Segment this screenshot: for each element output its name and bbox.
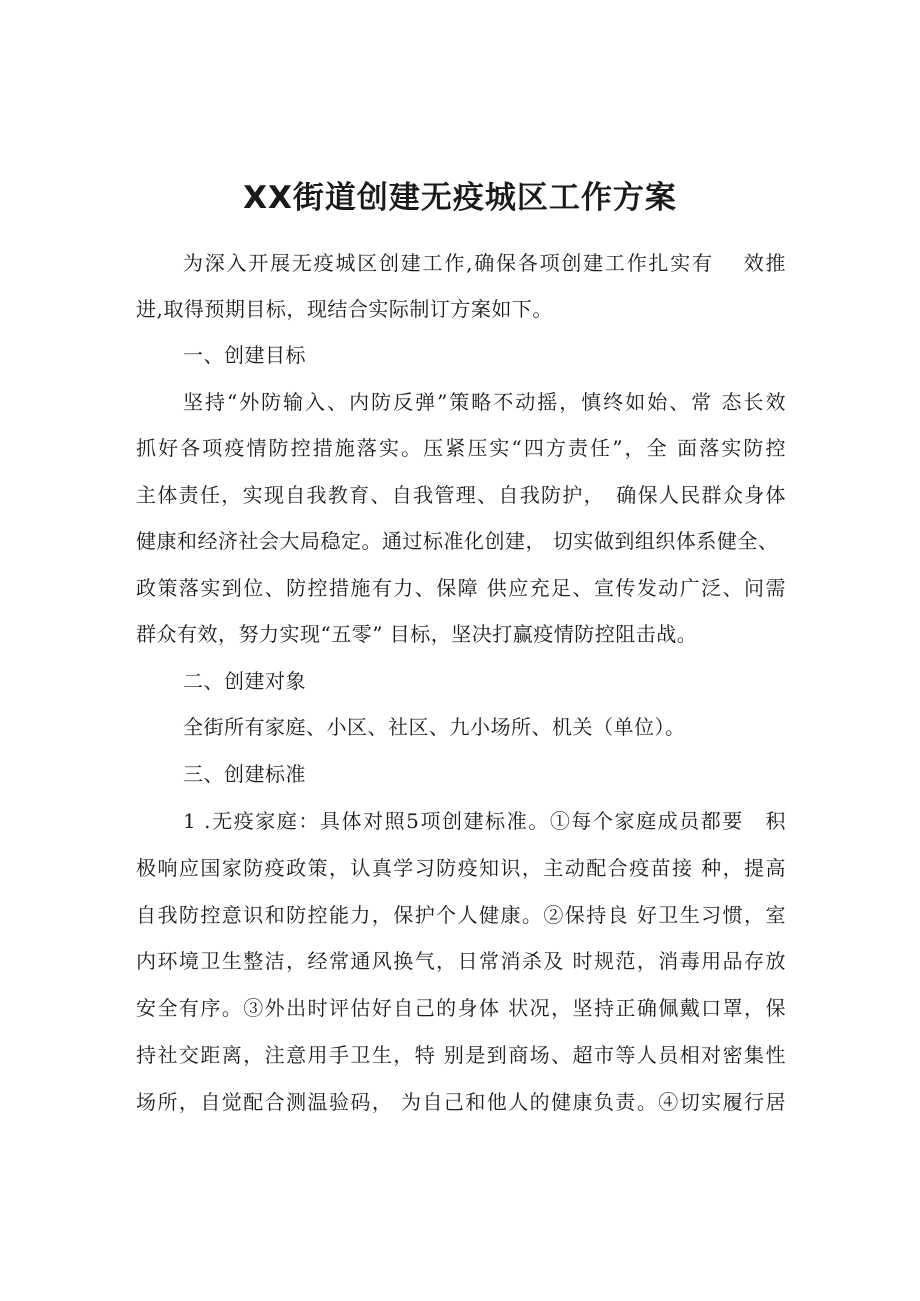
paragraph-line: 进,取得预期目标，现结合实际制订方案如下。	[136, 297, 553, 321]
paragraph-line: 健康和经济社会大局稳定。通过标准化创建， 切实做到组织体系健全、	[136, 529, 779, 553]
section-heading: 二、创建对象	[183, 669, 306, 693]
paragraph-line: 全街所有家庭、小区、社区、九小场所、机关（单位）。	[183, 715, 686, 739]
paragraph-line: 场所，自觉配合测温验码， 为自己和他人的健康负责。④切实履行居	[136, 1090, 786, 1114]
paragraph-line: 抓好各项疫情防控措施落实。压紧压实“四方责任”，全 面落实防控	[136, 436, 786, 460]
paragraph-line: 安全有序。③外出时评估好自己的身体 状况，坚持正确佩戴口罩，保	[136, 996, 786, 1020]
paragraph-line: 坚持“外防输入、内防反弹”策略不动摇，慎终如始、常 态长效	[183, 390, 786, 414]
paragraph-line: 1 .无疫家庭：具体对照5项创建标准。①每个家庭成员都要 积	[183, 809, 786, 833]
section-heading: 一、创建目标	[183, 343, 306, 367]
document-title: XX街道创建无疫城区工作方案	[243, 180, 677, 216]
paragraph-line: 极响应国家防疫政策，认真学习防疫知识，主动配合疫苗接 种，提高	[136, 856, 786, 880]
section-heading: 三、创建标准	[183, 762, 306, 786]
paragraph-line: 为深入开展无疫城区创建工作,确保各项创建工作扎实有 效推	[183, 251, 786, 275]
paragraph-line: 政策落实到位、防控措施有力、保障 供应充足、宣传发动广泛、问需	[136, 576, 786, 600]
paragraph-line: 持社交距离，注意用手卫生，特 别是到商场、超市等人员相对密集性	[136, 1043, 786, 1067]
paragraph-line: 群众有效，努力实现“五零” 目标，坚决打赢疫情防控阻击战。	[136, 622, 698, 646]
paragraph-line: 内环境卫生整洁，经常通风换气，日常消杀及 时规范，消毒用品存放	[136, 949, 786, 973]
paragraph-line: 自我防控意识和防控能力，保护个人健康。②保持良 好卫生习惯，室	[136, 903, 786, 927]
paragraph-line: 主体责任，实现自我教育、自我管理、自我防护， 确保人民群众身体	[136, 483, 786, 507]
